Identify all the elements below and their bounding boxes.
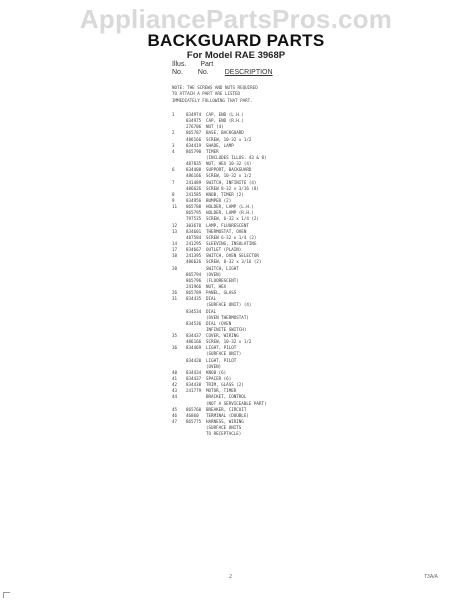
illus-number: 1 bbox=[172, 112, 175, 117]
part-number: 865775 bbox=[186, 419, 202, 425]
part-description: KNOB (6) bbox=[206, 369, 227, 375]
part-number: 865789 bbox=[186, 290, 202, 296]
illus-number: 42 bbox=[172, 382, 178, 388]
part-description: NUT (4) bbox=[206, 124, 224, 130]
part-number: 834419 bbox=[186, 142, 202, 148]
part-description: (SURFACE UNIT) bbox=[206, 351, 242, 357]
illus-number: 36 bbox=[172, 345, 178, 351]
part-number: 834469 bbox=[186, 345, 202, 351]
part-number: 486626 bbox=[186, 185, 202, 191]
part-number: 241395 bbox=[186, 253, 202, 259]
illus-number: 26 bbox=[172, 290, 178, 296]
part-description: PANEL, GLASS bbox=[206, 290, 237, 296]
part-number: 276706 bbox=[186, 124, 202, 130]
part-description: HARNESS, WIRING bbox=[206, 419, 244, 425]
illus-number: 35 bbox=[172, 333, 178, 339]
part-description: MOTOR, TIMER bbox=[206, 388, 237, 394]
part-number: 241295 bbox=[186, 240, 202, 246]
part-number: 865760 bbox=[186, 406, 202, 412]
illus-number: 3 bbox=[172, 142, 175, 148]
part-number: 834434 bbox=[186, 369, 202, 375]
part-description: COVER, WIRING bbox=[206, 333, 239, 339]
part-description: SCREW 6-32 x 1/4 (2) bbox=[206, 234, 257, 240]
part-number: 865795 bbox=[186, 210, 202, 216]
illus-number: 6 bbox=[172, 167, 175, 173]
illus-number: 17 bbox=[172, 247, 178, 253]
illus-number: 45 bbox=[172, 406, 178, 412]
part-number bbox=[186, 431, 206, 437]
part-number: 865780 bbox=[186, 204, 202, 210]
part-number: 241585 bbox=[186, 191, 202, 197]
part-description: LIGHT, PILOT bbox=[206, 357, 237, 363]
part-description: THERMOSTAT, OVEN bbox=[206, 228, 247, 234]
part-description: SCREW, 6-32 x 1/4 (2) bbox=[206, 216, 259, 222]
part-description: TO RECEPTACLE) bbox=[206, 431, 242, 437]
part-number: 487584 bbox=[186, 234, 202, 240]
corner-mark bbox=[3, 592, 10, 598]
illus-number: 13 bbox=[172, 228, 178, 234]
part-description: SUPPORT, BACKGUARD bbox=[206, 167, 252, 173]
part-description: TIMER bbox=[206, 148, 219, 154]
illus-number: 20 bbox=[172, 265, 178, 271]
part-description: SCREW, 10-32 x 1/2 bbox=[206, 173, 252, 179]
illus-number: 18 bbox=[172, 253, 178, 259]
illus-number: 9 bbox=[172, 197, 175, 203]
part-number: 834534 bbox=[186, 308, 202, 314]
part-number: 797535 bbox=[186, 216, 202, 222]
part-description: HOLDER, LAMP (R.H.) bbox=[206, 210, 254, 216]
part-number: 486166 bbox=[186, 173, 202, 179]
illus-number bbox=[172, 431, 186, 437]
part-description: CAP, END (R.H.) bbox=[206, 118, 244, 124]
part-description: TERMINAL (DOUBLE) bbox=[206, 412, 249, 418]
part-description: (OVEN) bbox=[206, 363, 222, 369]
part-number: 486626 bbox=[186, 259, 202, 265]
part-description: BUMPER (2) bbox=[206, 197, 232, 203]
illus-number: 8 bbox=[172, 191, 175, 197]
part-description: (FLUORESCENT) bbox=[206, 277, 239, 283]
part-description: SCREW 8-32 x 3/16 (8) bbox=[206, 185, 259, 191]
part-number: 834438 bbox=[186, 382, 202, 388]
part-description: SLEEVING, INSULATING bbox=[206, 240, 257, 246]
part-description: (INCLUDES ILLUS. 43 & 8) bbox=[206, 154, 267, 160]
part-description: KNOB, TIMER (2) bbox=[206, 191, 244, 197]
illus-number: 31 bbox=[172, 296, 178, 302]
part-number: 46860 bbox=[186, 412, 199, 418]
part-number: 834420 bbox=[186, 357, 202, 363]
part-number: 834956 bbox=[186, 197, 202, 203]
part-description: OUTLET (PLAIN) bbox=[206, 247, 242, 253]
part-number: 865787 bbox=[186, 130, 202, 136]
illus-number: 2 bbox=[172, 130, 175, 136]
part-no-header: No. bbox=[197, 69, 209, 76]
part-description: SCREW, 10-32 x 1/2 bbox=[206, 339, 252, 345]
part-description: SCREW, 8-32 x 3/16 (2) bbox=[206, 259, 262, 265]
part-description: NUT, HEX bbox=[206, 283, 227, 289]
illus-number: 46 bbox=[172, 412, 178, 418]
part-description: (NOT A SERVICEABLE PART) bbox=[206, 400, 267, 406]
part-number: 834974 bbox=[186, 112, 202, 117]
part-description: SWITCH, LIGHT bbox=[206, 265, 239, 271]
illus-number: 44 bbox=[172, 394, 178, 400]
part-description: BASE, BACKGUARD bbox=[206, 130, 244, 136]
part-description: DIAL (OVEN bbox=[206, 320, 232, 326]
part-description: SHADE, LAMP bbox=[206, 142, 234, 148]
illus-number: 43 bbox=[172, 388, 178, 394]
parts-list bbox=[172, 112, 286, 437]
part-number: 303670 bbox=[186, 222, 202, 228]
part-description: TRIM, GLASS (2) bbox=[206, 382, 244, 388]
part-number: 834667 bbox=[186, 247, 202, 253]
part-description: BRACKET, CONTROL bbox=[206, 394, 247, 400]
part-description: (OVEN THERMOSTAT) bbox=[206, 314, 249, 320]
page-code: T3A/A bbox=[424, 574, 438, 580]
model-subtitle: For Model RAE 3968P bbox=[186, 50, 286, 61]
part-number: 241779 bbox=[186, 388, 202, 394]
part-description: CAP, END (L.H.) bbox=[206, 112, 244, 117]
part-description: SCREW, 10-32 x 1/2 bbox=[206, 136, 252, 142]
column-header-row-1 bbox=[172, 61, 225, 68]
column-header-row-2 bbox=[172, 69, 273, 76]
part-description: INFINITE SWITCH) bbox=[206, 326, 247, 332]
part-number: 486166 bbox=[186, 339, 202, 345]
part-number: 487835 bbox=[186, 161, 202, 167]
part-number: 241966 bbox=[186, 283, 202, 289]
part-description: (OVEN) bbox=[206, 271, 222, 277]
part-description: (SURFACE UNITS bbox=[206, 425, 242, 431]
part-header: Part bbox=[200, 61, 214, 68]
part-description: BREAKER, CIRCUIT bbox=[206, 406, 247, 412]
part-number: 834536 bbox=[186, 320, 202, 326]
part-number: 834975 bbox=[186, 118, 202, 124]
part-number: 865794 bbox=[186, 271, 202, 277]
page-number: 2 bbox=[229, 574, 232, 580]
watermark: AppliancePartsPros.com bbox=[79, 4, 393, 34]
illus-number: 4 bbox=[172, 148, 175, 154]
part-number: 834437 bbox=[186, 333, 202, 339]
part-description: DIAL bbox=[206, 296, 217, 302]
part-number: 241489 bbox=[186, 179, 202, 185]
part-description: LAMP, FLUORESCENT bbox=[206, 222, 249, 228]
part-description: SWITCH, INFINITE (4) bbox=[206, 179, 257, 185]
part-description: NUT, HEX 10-32 (4) bbox=[206, 161, 252, 167]
illus-number: 41 bbox=[172, 376, 178, 382]
illus-header: Illus. bbox=[172, 61, 187, 68]
part-description: (SURFACE UNIT) (4) bbox=[206, 302, 252, 308]
part-row bbox=[172, 431, 286, 437]
illus-no-header: No. bbox=[172, 69, 183, 76]
illus-number: 47 bbox=[172, 419, 178, 425]
page-title: BACKGUARD PARTS bbox=[147, 31, 325, 50]
illus-number: 40 bbox=[172, 369, 178, 375]
description-header: DESCRIPTION bbox=[224, 69, 273, 76]
part-description: SPACER (6) bbox=[206, 376, 232, 382]
part-description: DIAL bbox=[206, 308, 217, 314]
part-number: 865796 bbox=[186, 277, 202, 283]
part-number: 834601 bbox=[186, 228, 202, 234]
part-number: 865790 bbox=[186, 148, 202, 154]
part-number: 834408 bbox=[186, 167, 202, 173]
note-text: NOTE: THE SCREWS AND NUTS REQUIRED TO ATTACH A PART ARE LISTED IMMEDIATELY FOLLOWING THAT PART. bbox=[172, 85, 258, 103]
illus-number: 14 bbox=[172, 240, 178, 246]
illus-number: 12 bbox=[172, 222, 178, 228]
part-number: 834437 bbox=[186, 376, 202, 382]
part-description: LIGHT, PILOT bbox=[206, 345, 237, 351]
part-number: 834435 bbox=[186, 296, 202, 302]
part-number: 486166 bbox=[186, 136, 202, 142]
illus-number: 7 bbox=[172, 179, 175, 185]
part-description: HOLDER, LAMP (L.H.) bbox=[206, 204, 254, 210]
part-description: SWITCH, OVEN SELECTOR bbox=[206, 253, 259, 259]
illus-number: 11 bbox=[172, 204, 178, 210]
